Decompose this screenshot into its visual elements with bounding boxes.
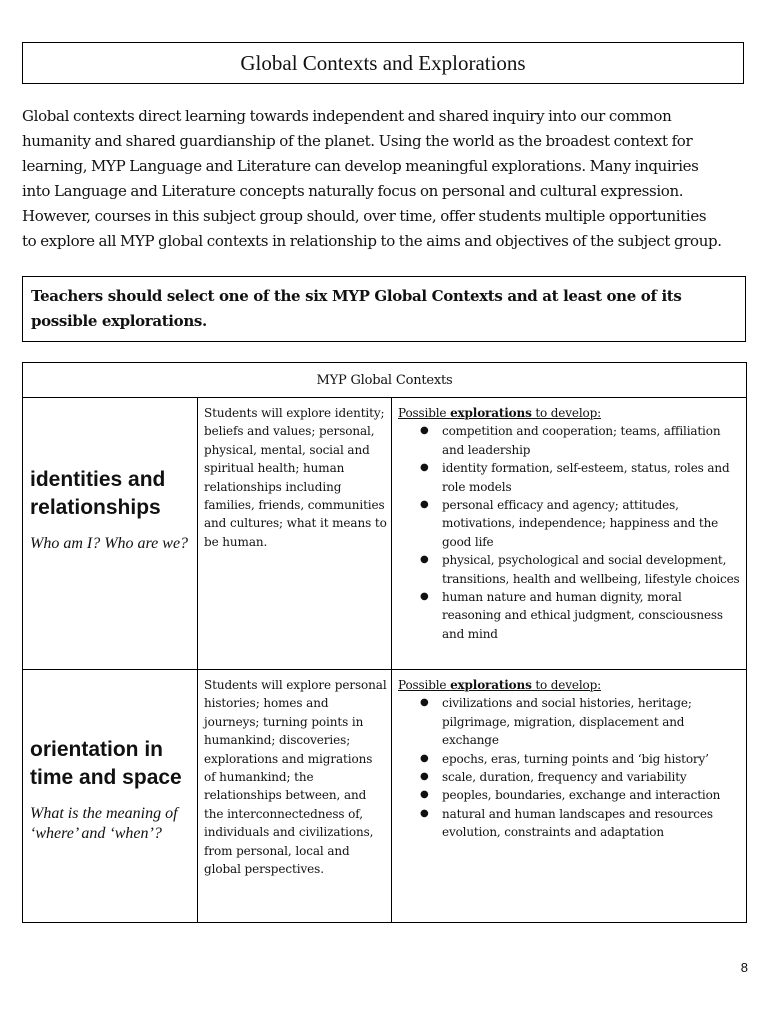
bullet-icon: ● xyxy=(420,554,429,566)
page-title: Global Contexts and Explorations xyxy=(22,42,744,84)
explorations-heading xyxy=(398,404,742,422)
context-description-cell xyxy=(198,398,392,670)
intro-line: However, courses in this subject group should, over time, offer students multiple opportunities xyxy=(22,207,707,225)
exploration-text: competition and cooperation; teams, affiliation and leadership xyxy=(442,424,721,457)
list-item xyxy=(420,786,742,804)
context-description: Students will explore personal histories; homes and journeys; turning points in humankind; discoveries; explorations and migrations of humankind; the relationships between, and the interconnectedness of, individuals and civilizations, from personal, local and global perspectives. xyxy=(204,678,387,877)
exploration-text: civilizations and social histories, heritage; pilgrimage, migration, displacement and exchange xyxy=(442,696,692,748)
context-name xyxy=(23,466,197,522)
list-item xyxy=(420,422,742,459)
exploration-text: epochs, eras, turning points and ‘big history’ xyxy=(442,751,709,766)
explorations-list xyxy=(398,694,742,841)
intro-paragraph xyxy=(22,104,748,254)
explorations-heading-prefix: Possible xyxy=(398,406,451,420)
exploration-text: scale, duration, frequency and variability xyxy=(442,770,687,785)
teacher-note: Teachers should select one of the six MYP Global Contexts and at least one of its possible explorations. xyxy=(22,276,746,342)
explorations-heading-suffix: to develop: xyxy=(531,678,602,692)
intro-line: learning, MYP Language and Literature can develop meaningful explorations. Many inquiries xyxy=(22,157,699,175)
exploration-text: physical, psychological and social development, transitions, health and wellbeing, lifestyle choices xyxy=(442,553,740,586)
exploration-text: human nature and human dignity, moral reasoning and ethical judgment, consciousness and mind xyxy=(442,590,723,641)
exploration-text: identity formation, self-esteem, status, roles and role models xyxy=(442,461,730,494)
bullet-icon: ● xyxy=(420,425,429,437)
page-number: 8 xyxy=(740,960,748,975)
list-item xyxy=(420,551,742,588)
bullet-icon: ● xyxy=(420,789,429,801)
intro-line: to explore all MYP global contexts in relationship to the aims and objectives of the subject group. xyxy=(22,232,722,250)
explorations-cell xyxy=(392,398,747,670)
context-description: Students will explore identity; beliefs and values; personal, physical, mental, social and spiritual health; human relationships including families, friends, communities and cultures; what it means to be human. xyxy=(204,406,387,549)
context-name-line: orientation in xyxy=(30,738,163,761)
intro-line: Global contexts direct learning towards independent and shared inquiry into our common xyxy=(22,107,672,125)
bullet-icon: ● xyxy=(420,752,429,764)
bullet-icon: ● xyxy=(420,591,429,603)
explorations-heading-prefix: Possible xyxy=(398,678,451,692)
list-item xyxy=(420,768,742,786)
context-question: Who am I? Who are we? xyxy=(30,535,189,552)
table-header: MYP Global Contexts xyxy=(23,363,747,398)
explorations-heading-bold: explorations xyxy=(450,406,532,420)
bullet-icon: ● xyxy=(420,807,429,819)
intro-line: into Language and Literature concepts naturally focus on personal and cultural expression. xyxy=(22,182,684,200)
exploration-text: peoples, boundaries, exchange and interaction xyxy=(442,788,721,803)
explorations-heading-bold: explorations xyxy=(450,678,532,692)
exploration-text: personal efficacy and agency; attitudes, motivations, independence; happiness and the good life xyxy=(442,498,719,549)
context-name-line: identities and xyxy=(30,468,166,491)
context-description-cell xyxy=(198,670,392,923)
context-question: What is the meaning of ‘where’ and ‘when’? xyxy=(30,805,178,842)
explorations-cell xyxy=(392,670,747,923)
explorations-list xyxy=(398,422,742,643)
bullet-icon: ● xyxy=(420,697,429,709)
intro-line: humanity and shared guardianship of the planet. Using the world as the broadest context for xyxy=(22,132,693,150)
list-item xyxy=(420,750,742,768)
bullet-icon: ● xyxy=(420,462,429,474)
global-contexts-table xyxy=(22,362,747,923)
explorations-heading-suffix: to develop: xyxy=(531,406,602,420)
exploration-text: natural and human landscapes and resources evolution, constraints and adaptation xyxy=(442,806,713,840)
table-row xyxy=(23,670,747,923)
list-item xyxy=(420,459,742,496)
list-item xyxy=(420,694,742,749)
table-row xyxy=(23,398,747,670)
context-name-cell xyxy=(23,670,198,923)
list-item xyxy=(420,805,742,842)
list-item xyxy=(420,588,742,643)
bullet-icon: ● xyxy=(420,499,429,511)
table-header-row xyxy=(23,363,747,398)
bullet-icon: ● xyxy=(420,771,429,783)
context-name xyxy=(23,736,197,792)
context-name-line: relationships xyxy=(30,496,161,519)
explorations-heading xyxy=(398,676,742,694)
list-item xyxy=(420,496,742,551)
context-name-cell xyxy=(23,398,198,670)
context-name-line: time and space xyxy=(30,766,182,789)
